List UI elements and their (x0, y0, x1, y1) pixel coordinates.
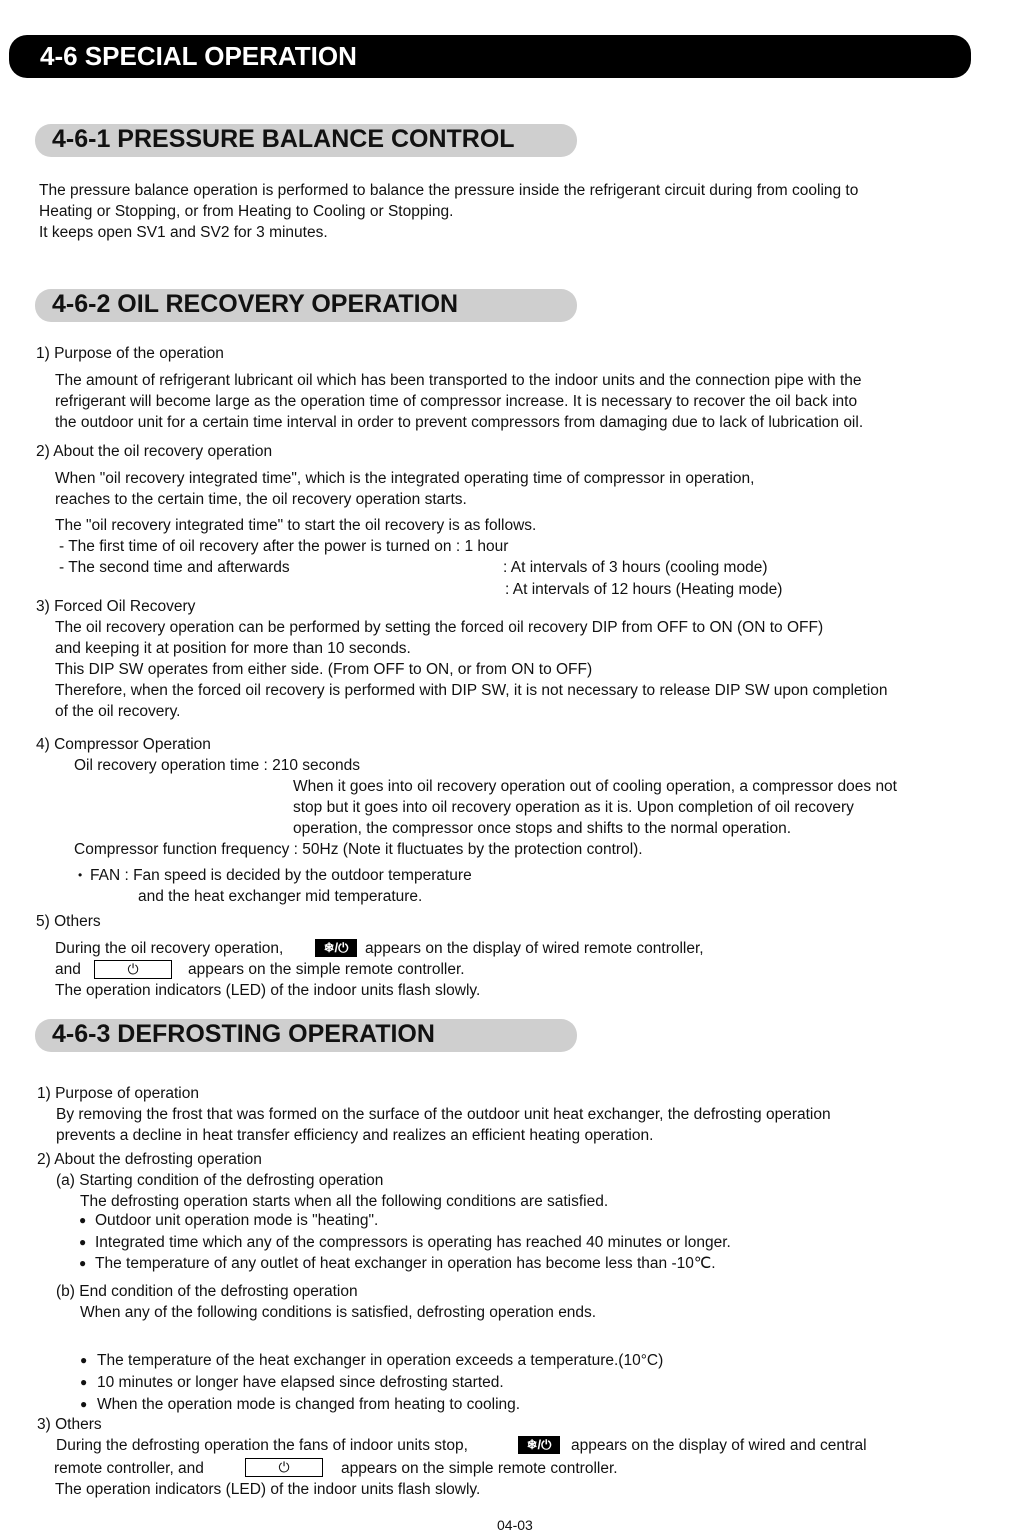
paragraph-line: - The second time and afterwards (59, 559, 290, 576)
subsection-title: 5) Others (36, 913, 101, 930)
paragraph-line: Oil recovery operation time : 210 seconds (74, 757, 361, 774)
paragraph-line: When "oil recovery integrated time", which is the integrated operating time of compressor in operation, (55, 470, 755, 487)
subsection-title: 4) Compressor Operation (36, 736, 211, 753)
paragraph-line: operation, the compressor once stops and shifts to the normal operation. (293, 820, 792, 837)
paragraph-line: The defrosting operation starts when all the following conditions are satisfied. (80, 1193, 609, 1210)
paragraph-line: The pressure balance operation is performed to balance the pressure inside the refrigerant circuit during from cooling to (39, 182, 859, 199)
subsection-title: 2) About the oil recovery operation (36, 443, 273, 460)
list-item: 10 minutes or longer have elapsed since defrosting started. (97, 1374, 504, 1391)
paragraph-line: FAN : Fan speed is decided by the outdoor temperature (90, 867, 472, 884)
paragraph-line: and (55, 961, 81, 978)
section-heading-text: 4-6-3 DEFROSTING OPERATION (52, 1020, 435, 1048)
page-number: 04-03 (497, 1517, 533, 1533)
paragraph-line: This DIP SW operates from either side. (From OFF to ON, or from ON to OFF) (55, 661, 593, 678)
defrost-display-icon: ❄/⏻ (315, 939, 357, 957)
subsection-title: (a) Starting condition of the defrosting operation (56, 1172, 384, 1189)
paragraph-line: appears on the display of wired and central (571, 1437, 867, 1454)
section-heading-pressure-balance (35, 124, 577, 157)
paragraph-line: During the oil recovery operation, (55, 940, 284, 957)
paragraph-line: remote controller, and (54, 1460, 204, 1477)
subsection-title: 1) Purpose of operation (37, 1085, 199, 1102)
list-item: Integrated time which any of the compressors is operating has reached 40 minutes or longer. (95, 1234, 731, 1251)
page-title: 4-6 SPECIAL OPERATION (40, 41, 357, 71)
paragraph-line: reaches to the certain time, the oil recovery operation starts. (55, 491, 467, 508)
bullet-icon: ● (80, 1397, 88, 1411)
subsection-title: (b) End condition of the defrosting operation (56, 1283, 358, 1300)
list-item: Outdoor unit operation mode is "heating". (95, 1212, 379, 1229)
power-icon: ⏻ (94, 960, 172, 979)
paragraph-line: appears on the display of wired remote controller, (365, 940, 704, 957)
bullet-icon: • (78, 868, 83, 882)
list-item: The temperature of the heat exchanger in operation exceeds a temperature.(10°C) (97, 1352, 664, 1369)
paragraph-line: stop but it goes into oil recovery operation as it is. Upon completion of oil recovery (293, 799, 854, 816)
paragraph-line: During the defrosting operation the fans of indoor units stop, (56, 1437, 468, 1454)
paragraph-line: appears on the simple remote controller. (188, 961, 465, 978)
paragraph-line: - The first time of oil recovery after the power is turned on : 1 hour (59, 538, 509, 555)
paragraph-line: The operation indicators (LED) of the indoor units flash slowly. (55, 982, 481, 999)
section-heading-oil-recovery (35, 289, 577, 322)
list-item: When the operation mode is changed from heating to cooling. (97, 1396, 521, 1413)
subsection-title: 3) Others (37, 1416, 102, 1433)
paragraph-line: and the heat exchanger mid temperature. (138, 888, 423, 905)
bullet-icon: ● (80, 1353, 88, 1367)
power-icon: ⏻ (245, 1458, 323, 1477)
paragraph-line: and keeping it at position for more than 10 seconds. (55, 640, 411, 657)
paragraph-line: Heating or Stopping, or from Heating to Cooling or Stopping. (39, 203, 454, 220)
section-heading-text: 4-6-2 OIL RECOVERY OPERATION (52, 290, 459, 318)
bullet-icon: ● (79, 1213, 87, 1227)
page-title-banner (9, 35, 971, 78)
paragraph-line: of the oil recovery. (55, 703, 181, 720)
paragraph-line: By removing the frost that was formed on the surface of the outdoor unit heat exchanger, the defrosting operation (56, 1106, 831, 1123)
paragraph-line: The "oil recovery integrated time" to start the oil recovery is as follows. (55, 517, 537, 534)
paragraph-line: It keeps open SV1 and SV2 for 3 minutes. (39, 224, 328, 241)
paragraph-line: When any of the following conditions is satisfied, defrosting operation ends. (80, 1304, 597, 1321)
paragraph-line: When it goes into oil recovery operation out of cooling operation, a compressor does not (293, 778, 897, 795)
list-item: The temperature of any outlet of heat exchanger in operation has become less than -10℃. (95, 1255, 716, 1272)
paragraph-line: refrigerant will become large as the operation time of compressor increase. It is necessary to recover the oil back into (55, 393, 858, 410)
paragraph-line: Compressor function frequency : 50Hz (Note it fluctuates by the protection control). (74, 841, 643, 858)
paragraph-line: : At intervals of 12 hours (Heating mode) (505, 581, 783, 598)
bullet-icon: ● (80, 1375, 88, 1389)
paragraph-line: The amount of refrigerant lubricant oil which has been transported to the indoor units and the connection pipe with the (55, 372, 862, 389)
subsection-title: 2) About the defrosting operation (37, 1151, 262, 1168)
defrost-display-icon: ❄/⏻ (518, 1436, 560, 1454)
paragraph-line: : At intervals of 3 hours (cooling mode) (503, 559, 768, 576)
bullet-icon: ● (79, 1256, 87, 1270)
paragraph-line: Therefore, when the forced oil recovery is performed with DIP SW, it is not necessary to release DIP SW upon completion (55, 682, 888, 699)
paragraph-line: The operation indicators (LED) of the indoor units flash slowly. (55, 1481, 481, 1498)
section-heading-defrosting (35, 1019, 577, 1052)
paragraph-line: prevents a decline in heat transfer efficiency and realizes an efficient heating operation. (56, 1127, 654, 1144)
subsection-title: 1) Purpose of the operation (36, 345, 224, 362)
subsection-title: 3) Forced Oil Recovery (36, 598, 196, 615)
paragraph-line: The oil recovery operation can be performed by setting the forced oil recovery DIP from OFF to ON (ON to OFF) (55, 619, 824, 636)
paragraph-line: the outdoor unit for a certain time interval in order to prevent compressors from damaging due to lack of lubrication oil. (55, 414, 864, 431)
section-heading-text: 4-6-1 PRESSURE BALANCE CONTROL (52, 125, 515, 153)
paragraph-line: appears on the simple remote controller. (341, 1460, 618, 1477)
bullet-icon: ● (79, 1235, 87, 1249)
